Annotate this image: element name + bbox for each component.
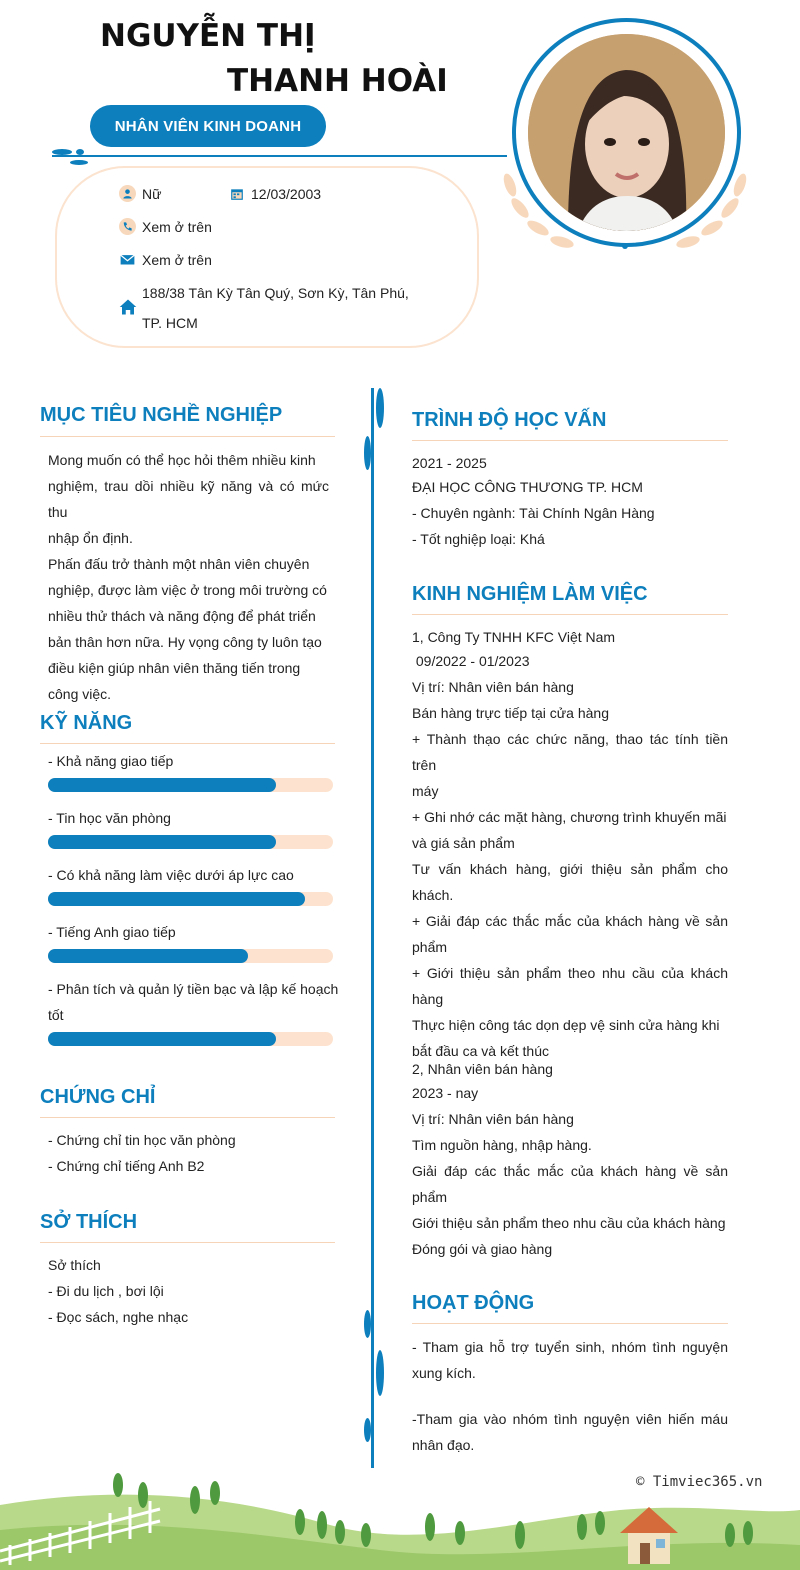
experience-job-2: 2, Nhân viên bán hàng 2023 - nay Vị trí: Nhân viên bán hàng Tìm nguồn hàng, nhập hàng. Giải đáp các thắc mắc của khách hàng về sản phẩm Giới thiệu sản phẩm theo nhu cầu của khách hàng Đóng gói và giao hàng [412, 1061, 728, 1257]
avatar [528, 34, 725, 231]
activities-title: HOẠT ĐỘNG [412, 1292, 535, 1314]
skill-bar-track [48, 1032, 333, 1046]
certificates-underline [40, 1117, 335, 1118]
skills-title: KỸ NĂNG [40, 712, 133, 734]
certificate-item: - Chứng chỉ tiếng Anh B2 [48, 1158, 205, 1174]
experience-title: KINH NGHIỆM LÀM VIỆC [412, 583, 648, 605]
email-row [119, 251, 212, 268]
email-value: Xem ở trên [142, 251, 212, 268]
name-line-1: NGUYỄN THỊ [100, 18, 316, 54]
skill-bar-track [48, 835, 333, 849]
experience-underline [412, 614, 728, 615]
skill-label: - Tin học văn phòng [48, 810, 171, 826]
hobby-item: Sở thích [48, 1257, 101, 1273]
divider-leaf-decor [364, 1418, 371, 1442]
skill-bar-fill [48, 949, 248, 963]
gender-value: Nữ [142, 185, 162, 202]
phone-row [119, 218, 212, 235]
objective-underline [40, 436, 335, 437]
avatar-portrait [528, 34, 725, 231]
job-title-badge: NHÂN VIÊN KINH DOANH [90, 105, 326, 147]
birthday-row [228, 185, 321, 202]
skill-label-continued: tốt [48, 1007, 64, 1023]
home-icon [119, 298, 137, 321]
user-icon [119, 185, 136, 202]
mail-icon [119, 251, 136, 268]
hobbies-title: SỞ THÍCH [40, 1211, 138, 1233]
skill-label: - Có khả năng làm việc dưới áp lực cao [48, 867, 294, 883]
skill-label: - Phân tích và quản lý tiền bạc và lập kế hoạch [48, 981, 339, 997]
address-line-2: TP. HCM [142, 315, 198, 331]
objective-text: Mong muốn có thể học hỏi thêm nhiều kinh nghiệm, trau dồi nhiều kỹ năng và có mức thu nhập ổn định. Phấn đấu trở thành một nhân viên chuyên nghiệp, được làm việc ở trong môi trường có nhiều thử thách và năng động để phát triển bản thân hơn nữa. Hy vọng công ty luôn tạo điều kiện giúp nhân viên thăng tiến trong công việc. [48, 452, 329, 702]
skill-bar-track [48, 892, 333, 906]
divider-leaf-decor [376, 388, 384, 428]
certificates-title: CHỨNG CHỈ [40, 1086, 156, 1108]
skill-bar-fill [48, 892, 305, 906]
certificate-item: - Chứng chỉ tin học văn phòng [48, 1132, 236, 1148]
gender-row [119, 185, 161, 202]
hobby-item: - Đọc sách, nghe nhạc [48, 1309, 189, 1325]
activities-text: - Tham gia hỗ trợ tuyển sinh, nhóm tình nguyện xung kích. -Tham gia vào nhóm tình nguyện viên hiến máu nhân đạo. [412, 1339, 728, 1453]
hobbies-underline [40, 1242, 335, 1243]
name-line-2: THANH HOÀI [227, 63, 448, 99]
calendar-icon [228, 185, 245, 202]
experience-job-1: 1, Công Ty TNHH KFC Việt Nam 09/2022 - 01/2023 Vị trí: Nhân viên bán hàng Bán hàng trực tiếp tại cửa hàng + Thành thạo các chức năng, thao tác tính tiền trên máy + Ghi nhớ các mặt hàng, chương trình khuyến mãi và giá sản phẩm Tư vấn khách hàng, giới thiệu sản phẩm cho khách. + Giải đáp các thắc mắc của khách hàng về sản phẩm + Giới thiệu sản phẩm theo nhu cầu của khách hàng Thực hiện công tác dọn dẹp vệ sinh cửa hàng khi bắt đầu ca và kết thúc [412, 629, 728, 1059]
hobby-item: - Đi du lịch , bơi lội [48, 1283, 164, 1299]
skill-label: - Tiếng Anh giao tiếp [48, 924, 176, 940]
divider-leaf-decor [376, 1350, 384, 1396]
footer-brand: © Timviec365.vn [636, 1474, 763, 1490]
divider-leaf-decor [364, 1310, 371, 1338]
skill-bar-track [48, 949, 333, 963]
address-line-1: 188/38 Tân Kỳ Tân Quý, Sơn Kỳ, Tân Phú, [142, 285, 409, 301]
skill-bar-fill [48, 1032, 276, 1046]
column-divider [371, 388, 374, 1468]
skill-label: - Khả năng giao tiếp [48, 753, 174, 769]
education-text: 2021 - 2025 ĐẠI HỌC CÔNG THƯƠNG TP. HCM - Chuyên ngành: Tài Chính Ngân Hàng - Tốt nghiệp loại: Khá [412, 455, 655, 547]
birthday-value: 12/03/2003 [251, 185, 322, 202]
skills-underline [40, 743, 335, 744]
phone-value: Xem ở trên [142, 218, 212, 235]
education-underline [412, 440, 728, 441]
skill-bar-track [48, 778, 333, 792]
activities-underline [412, 1323, 728, 1324]
header-divider [52, 155, 507, 157]
divider-leaf-decor [364, 436, 371, 470]
objective-title: MỤC TIÊU NGHỀ NGHIỆP [40, 404, 283, 426]
header-decor-dot [70, 160, 88, 165]
education-title: TRÌNH ĐỘ HỌC VẤN [412, 409, 607, 431]
skill-bar-fill [48, 778, 276, 792]
skill-bar-fill [48, 835, 276, 849]
phone-icon [119, 218, 136, 235]
